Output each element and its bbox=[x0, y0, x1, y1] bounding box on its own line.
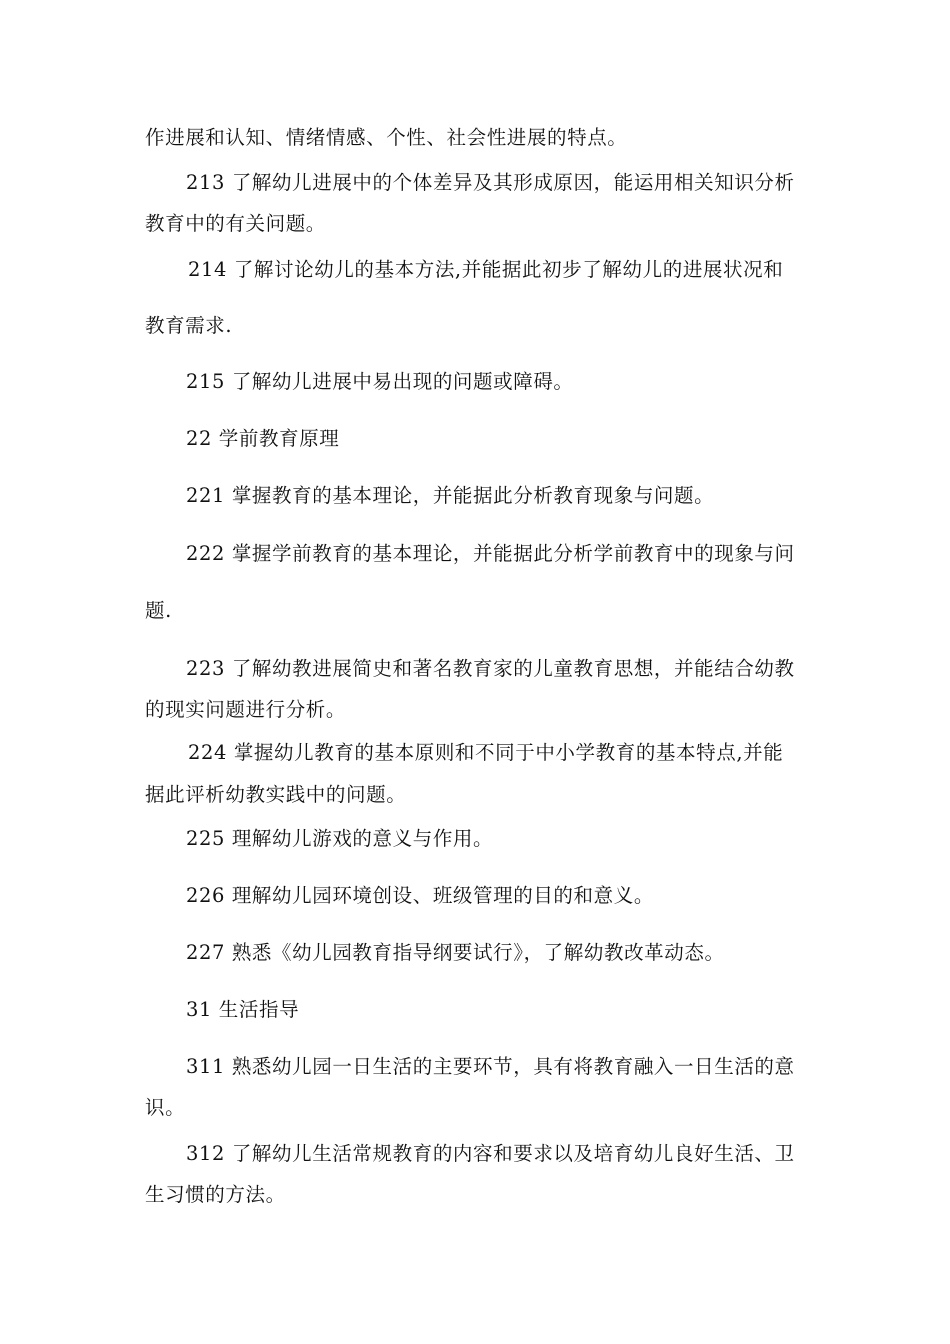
text-line: 213 了解幼儿进展中的个体差异及其形成原因，能运用相关知识分析 bbox=[186, 171, 795, 194]
text-line: 的现实问题进行分析。 bbox=[145, 698, 347, 721]
text-line: 311 熟悉幼儿园一日生活的主要环节，具有将教育融入一日生活的意 bbox=[186, 1055, 795, 1078]
text-line: 215 了解幼儿进展中易出现的问题或障碍。 bbox=[186, 370, 574, 393]
text-line: 224 掌握幼儿教育的基本原则和不同于中小学教育的基本特点,并能 bbox=[188, 741, 784, 764]
text-line: 223 了解幼教进展简史和著名教育家的儿童教育思想，并能结合幼教 bbox=[186, 657, 795, 680]
text-line: 教育需求. bbox=[145, 314, 233, 337]
text-line: 312 了解幼儿生活常规教育的内容和要求以及培育幼儿良好生活、卫 bbox=[186, 1142, 795, 1165]
text-line: 作进展和认知、情绪情感、个性、社会性进展的特点。 bbox=[145, 126, 628, 149]
text-line: 据此评析幼教实践中的问题。 bbox=[145, 783, 407, 806]
text-line: 226 理解幼儿园环境创设、班级管理的目的和意义。 bbox=[186, 884, 654, 907]
section-heading: 31 生活指导 bbox=[186, 998, 300, 1021]
text-line: 214 了解讨论幼儿的基本方法,并能据此初步了解幼儿的进展状况和 bbox=[188, 258, 784, 281]
text-line: 识。 bbox=[145, 1096, 186, 1119]
section-heading: 22 学前教育原理 bbox=[186, 427, 340, 450]
text-line: 221 掌握教育的基本理论，并能据此分析教育现象与问题。 bbox=[186, 484, 715, 507]
text-line: 222 掌握学前教育的基本理论，并能据此分析学前教育中的现象与问 bbox=[186, 542, 795, 565]
text-line: 225 理解幼儿游戏的意义与作用。 bbox=[186, 827, 494, 850]
text-line: 227 熟悉《幼儿园教育指导纲要试行》，了解幼教改革动态。 bbox=[186, 941, 725, 964]
text-line: 生习惯的方法。 bbox=[145, 1183, 286, 1206]
text-line: 教育中的有关问题。 bbox=[145, 212, 326, 235]
text-line: 题. bbox=[145, 599, 172, 622]
